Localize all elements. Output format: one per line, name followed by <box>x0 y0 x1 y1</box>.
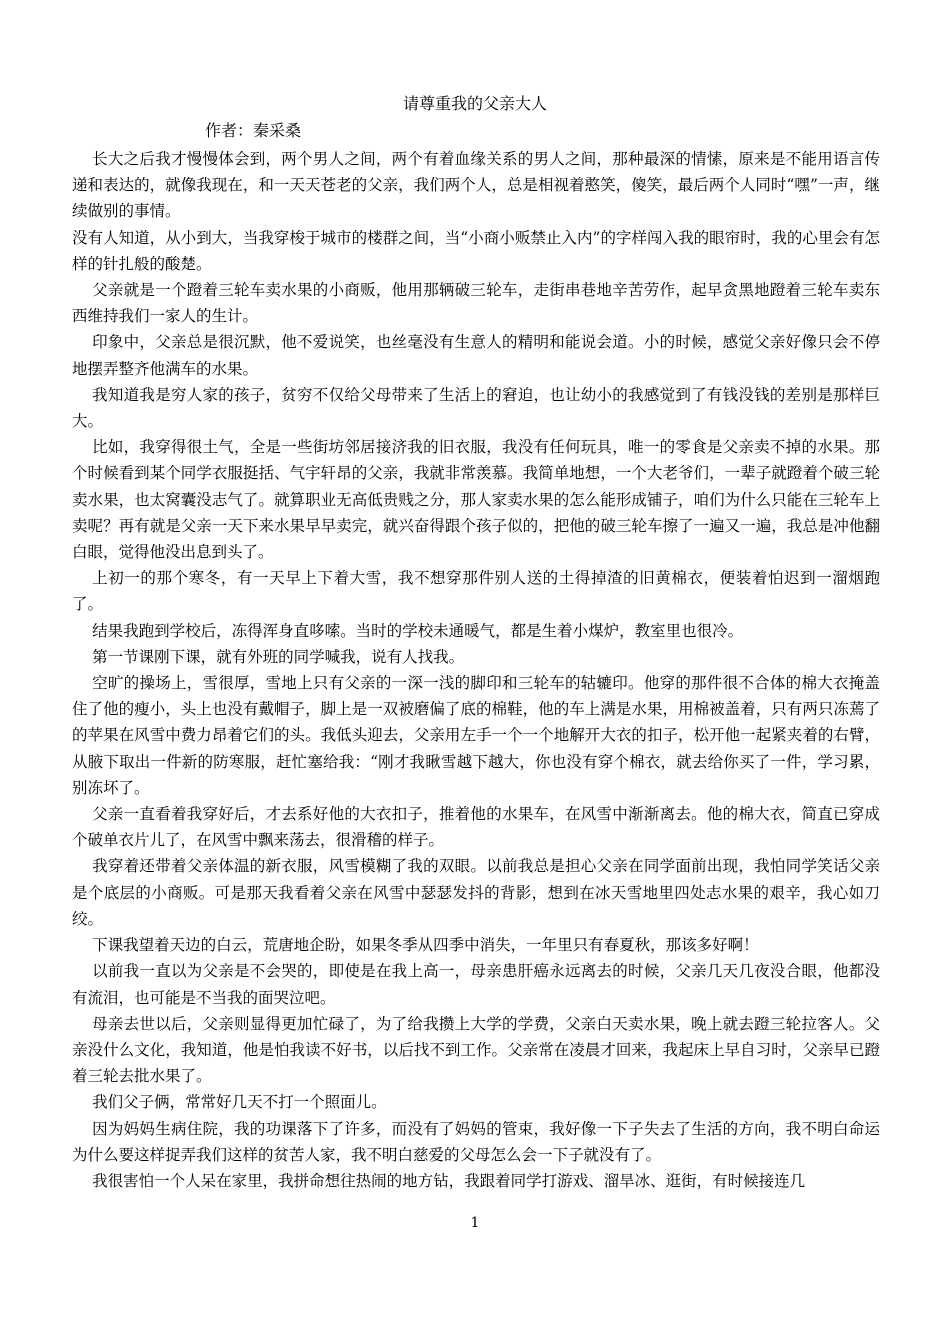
paragraph: 因为妈妈生病住院，我的功课落下了许多，而没有了妈妈的管束，我好像一下子失去了生活的方向，我不明白命运为什么要这样捉弄我们这样的贫苦人家，我不明白慈爱的父母怎么会一下子就没有了。 <box>72 1119 880 1164</box>
paragraph: 上初一的那个寒冬，有一天早上下着大雪，我不想穿那件别人送的土得掉渣的旧黄棉衣，便装着怕迟到一溜烟跑了。 <box>72 569 880 614</box>
body-text <box>72 146 880 1194</box>
author-line: 作者：秦采桑 <box>205 121 302 140</box>
paragraph: 母亲去世以后，父亲则显得更加忙碌了，为了给我攒上大学的学费，父亲白天卖水果，晚上就去蹬三轮拉客人。父亲没什么文化，我知道，他是怕我读不好书，以后找不到工作。父亲常在凌晨才回来，我起床上早自习时，父亲早已蹬着三轮去批水果了。 <box>72 1014 880 1086</box>
paragraph: 我们父子俩，常常好几天不打一个照面儿。 <box>92 1093 387 1112</box>
paragraph: 我很害怕一个人呆在家里，我拼命想往热闹的地方钻，我跟着同学打游戏、溜旱冰、逛街，有时候接连几 <box>92 1171 806 1190</box>
document-title: 请尊重我的父亲大人 <box>402 94 547 113</box>
paragraph: 以前我一直以为父亲是不会哭的，即使是在我上高一，母亲患肝癌永远离去的时候，父亲几天几夜没合眼，他都没有流泪，也可能是不当我的面哭泣吧。 <box>72 962 880 1007</box>
paragraph: 父亲一直看着我穿好后，才去系好他的大衣扣子，推着他的水果车，在风雪中渐渐离去。他的棉大衣，简直已穿成个破单衣片儿了，在风雪中飘来荡去，很滑稽的样子。 <box>72 805 880 850</box>
paragraph: 印象中，父亲总是很沉默，他不爱说笑，也丝毫没有生意人的精明和能说会道。小的时候，感觉父亲好像只会不停地摆弄整齐他满车的水果。 <box>72 333 880 378</box>
page-number: 1 <box>470 1215 480 1231</box>
paragraph: 空旷的操场上，雪很厚，雪地上只有父亲的一深一浅的脚印和三轮车的轱辘印。他穿的那件很不合体的棉大衣掩盖住了他的瘦小，头上也没有戴帽子，脚上是一双被磨偏了底的棉鞋，他的车上满是水果，用棉被盖着，只有两只冻蔫了的苹果在风雪中费力昂着它们的头。我低头迎去，父亲用左手一个一个地解开大衣的扣子，松开他一起紧夹着的右臂，从腋下取出一件新的防寒服，赶忙塞给我：“刚才我瞅雪越下越大，你也没有穿个棉衣，就去给你买了一件，学习累，别冻坏了。 <box>72 674 880 797</box>
paragraph: 比如，我穿得很土气，全是一些街坊邻居接济我的旧衣服，我没有任何玩具，唯一的零食是父亲卖不掉的水果。那个时候看到某个同学衣服挺括、气宇轩昂的父亲，我就非常羡慕。我简单地想，一个大老爷们，一辈子就蹬着个破三轮卖水果，也太窝囊没志气了。就算职业无高低贵贱之分，那人家卖水果的怎么能形成铺子，咱们为什么只能在三轮车上卖呢？再有就是父亲一天下来水果早早卖完，就兴奋得跟个孩子似的，把他的破三轮车擦了一遍又一遍，我总是冲他翻白眼，觉得他没出息到头了。 <box>72 438 880 562</box>
paragraph: 我知道我是穷人家的孩子，贫穷不仅给父母带来了生活上的窘迫，也让幼小的我感觉到了有钱没钱的差别是那样巨大。 <box>72 385 880 431</box>
paragraph: 第一节课刚下课，就有外班的同学喊我，说有人找我。 <box>92 647 465 666</box>
paragraph: 我穿着还带着父亲体温的新衣服，风雪模糊了我的双眼。以前我总是担心父亲在同学面前出现，我怕同学笑话父亲是个底层的小商贩。可是那天我看着父亲在风雪中瑟瑟发抖的背影，想到在冰天雪地里四处志水果的艰辛，我心如刀绞。 <box>72 857 880 928</box>
paragraph: 没有人知道，从小到大，当我穿梭于城市的楼群之间，当“小商小贩禁止入内”的字样闯入我的眼帘时，我的心里会有怎样的针扎般的酸楚。 <box>72 228 880 273</box>
paragraph: 长大之后我才慢慢体会到，两个男人之间，两个有着血缘关系的男人之间，那种最深的情愫，原来是不能用语言传递和表达的，就像我现在，和一天天苍老的父亲，我们两个人，总是相视着憨笑，傻笑，最后两个人同时“嘿”一声，继续做别的事情。 <box>72 150 880 221</box>
paragraph: 结果我跑到学校后，冻得浑身直哆嗦。当时的学校未通暖气，都是生着小煤炉，教室里也很冷。 <box>92 621 744 640</box>
paragraph: 下课我望着天边的白云，荒唐地企盼，如果冬季从四季中消失，一年里只有春夏秋，那该多好啊！ <box>92 936 759 955</box>
paragraph: 父亲就是一个蹬着三轮车卖水果的小商贩，他用那辆破三轮车，走街串巷地辛苦劳作，起早贪黑地蹬着三轮车卖东西维持我们一家人的生计。 <box>72 281 880 326</box>
